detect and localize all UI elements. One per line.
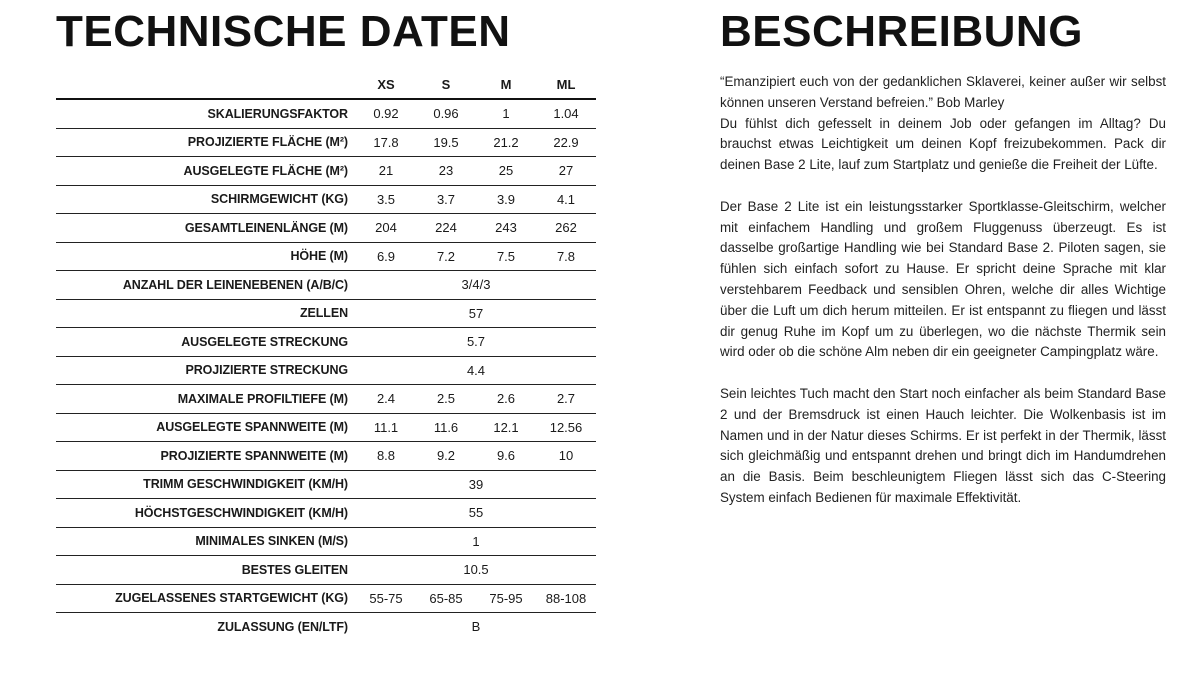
table-row bbox=[56, 442, 596, 471]
row-value: 262 bbox=[536, 214, 596, 243]
row-value: 75-95 bbox=[476, 584, 536, 613]
row-value: 10 bbox=[536, 442, 596, 471]
size-header: XS bbox=[356, 70, 416, 99]
description-text bbox=[720, 72, 1166, 530]
row-shared-value: 39 bbox=[356, 470, 596, 499]
row-shared-value: 10.5 bbox=[356, 556, 596, 585]
table-row bbox=[56, 356, 596, 385]
table-row bbox=[56, 185, 596, 214]
row-value: 6.9 bbox=[356, 242, 416, 271]
description-title: BESCHREIBUNG bbox=[720, 7, 1083, 56]
row-label: MINIMALES SINKEN (M/S) bbox=[56, 527, 356, 556]
row-label: AUSGELEGTE SPANNWEITE (M) bbox=[56, 413, 356, 442]
row-value: 2.6 bbox=[476, 385, 536, 414]
row-shared-value: 57 bbox=[356, 299, 596, 328]
row-value: 21 bbox=[356, 157, 416, 186]
table-row bbox=[56, 470, 596, 499]
row-value: 21.2 bbox=[476, 128, 536, 157]
row-value: 2.7 bbox=[536, 385, 596, 414]
row-shared-value: 55 bbox=[356, 499, 596, 528]
description-paragraph: Der Base 2 Lite ist ein leistungsstarker Sportklasse-Gleitschirm, welcher mit einfachem Handling und großem Fluggenuss überzeugt. Es ist dasselbe großartige Handling wie bei Standard Base 2. Piloten sagen, sie fühlen sich einfach sofort zu Hause. Er spricht deine Sprache mit klar verstehbarem Feedback und sensiblen Ohren, welche dir alles Wichtige über die Luft um dich herum mitteilen. Er ist entspannt zu fliegen und lässt dir genug Ruhe im Kopf um zu überlegen, wo die nächste Thermik sein wird oder ob die schöne Alm neben dir ein geeigneter Campingplatz wäre. bbox=[720, 198, 1166, 360]
table-row bbox=[56, 385, 596, 414]
row-value: 55-75 bbox=[356, 584, 416, 613]
row-value: 17.8 bbox=[356, 128, 416, 157]
row-value: 243 bbox=[476, 214, 536, 243]
row-label: ZULASSUNG (EN/LTF) bbox=[217, 619, 348, 634]
size-header: S bbox=[416, 70, 476, 99]
row-label: ANZAHL DER LEINENEBENEN (A/B/C) bbox=[56, 271, 356, 300]
row-value: 12.1 bbox=[476, 413, 536, 442]
row-value: 0.96 bbox=[416, 99, 476, 128]
table-row bbox=[56, 271, 596, 300]
row-value: 11.1 bbox=[356, 413, 416, 442]
row-value: 3.7 bbox=[416, 185, 476, 214]
row-value: 25 bbox=[476, 157, 536, 186]
row-value: 2.4 bbox=[356, 385, 416, 414]
row-value: 3.5 bbox=[356, 185, 416, 214]
table-row bbox=[56, 214, 596, 243]
row-value: 23 bbox=[416, 157, 476, 186]
row-label: HÖCHSTGESCHWINDIGKEIT (KM/H) bbox=[56, 499, 356, 528]
row-value: 11.6 bbox=[416, 413, 476, 442]
row-value: 4.1 bbox=[536, 185, 596, 214]
row-label: SCHIRMGEWICHT (KG) bbox=[56, 185, 356, 214]
row-label: AUSGELEGTE STRECKUNG bbox=[56, 328, 356, 357]
tech-data-table bbox=[56, 70, 596, 641]
row-value: 7.8 bbox=[536, 242, 596, 271]
table-row bbox=[56, 413, 596, 442]
table-row bbox=[56, 242, 596, 271]
table-row bbox=[56, 584, 596, 613]
tech-data-title: TECHNISCHE DATEN bbox=[56, 7, 511, 56]
row-shared-value: 4.4 bbox=[356, 356, 596, 385]
row-value: 88-108 bbox=[536, 584, 596, 613]
table-row bbox=[56, 128, 596, 157]
row-shared-value: 1 bbox=[356, 527, 596, 556]
row-shared-value: B bbox=[471, 619, 481, 635]
row-label: PROJIZIERTE STRECKUNG bbox=[56, 356, 356, 385]
row-value: 9.2 bbox=[416, 442, 476, 471]
row-value: 7.2 bbox=[416, 242, 476, 271]
row-label: TRIMM GESCHWINDIGKEIT (KM/H) bbox=[56, 470, 356, 499]
row-value: 7.5 bbox=[476, 242, 536, 271]
size-header: M bbox=[476, 70, 536, 99]
row-shared-value: 3/4/3 bbox=[356, 271, 596, 300]
header-spacer bbox=[56, 70, 356, 99]
table-row bbox=[56, 556, 596, 585]
table-row bbox=[56, 99, 596, 128]
description-paragraph: Sein leichtes Tuch macht den Start noch einfacher als beim Standard Base 2 und der Bremsdruck ist einen Hauch leichter. Die Wolkenbasis ist im Namen und in der Natur dieses Schirms. Er ist perfekt in der Thermik, lässt sich gleichmäßig und entspannt drehen und bringt dich im Handumdrehen an die Basis. Beim beschleunigtem Fliegen lässt sich das C-Steering System einfach Bedienen für maximale Effektivität. bbox=[720, 385, 1166, 505]
row-value: 9.6 bbox=[476, 442, 536, 471]
row-value: 1.04 bbox=[536, 99, 596, 128]
row-value: 65-85 bbox=[416, 584, 476, 613]
row-shared-value: 5.7 bbox=[356, 328, 596, 357]
row-value: 0.92 bbox=[356, 99, 416, 128]
table-header-row bbox=[56, 70, 596, 99]
table-row bbox=[56, 613, 596, 641]
table-row bbox=[56, 499, 596, 528]
size-header: ML bbox=[536, 70, 596, 99]
row-label: AUSGELEGTE FLÄCHE (M²) bbox=[56, 157, 356, 186]
row-value: 8.8 bbox=[356, 442, 416, 471]
row-value: 204 bbox=[356, 214, 416, 243]
row-value: 2.5 bbox=[416, 385, 476, 414]
table-row bbox=[56, 299, 596, 328]
row-label: MAXIMALE PROFILTIEFE (M) bbox=[56, 385, 356, 414]
row-value: 27 bbox=[536, 157, 596, 186]
description-paragraph: “Emanzipiert euch von der gedanklichen Sklaverei, keiner außer wir selbst können unseren Verstand befreien.” Bob Marley Du fühlst dich gefesselt in deinem Job oder gefangen im Alltag? Du brauchst etwas Leichtigkeit um deinen Kopf freizubekommen. Pack dir deinen Base 2 Lite, lauf zum Startplatz und genieße die Freiheit der Lüfte. bbox=[720, 74, 1166, 173]
row-label: ZELLEN bbox=[56, 299, 356, 328]
row-label: BESTES GLEITEN bbox=[56, 556, 356, 585]
row-value: 12.56 bbox=[536, 413, 596, 442]
row-label: ZUGELASSENES STARTGEWICHT (KG) bbox=[56, 584, 356, 613]
row-value: 22.9 bbox=[536, 128, 596, 157]
row-value: 3.9 bbox=[476, 185, 536, 214]
row-label: SKALIERUNGSFAKTOR bbox=[56, 99, 356, 128]
table-row bbox=[56, 157, 596, 186]
row-label: HÖHE (M) bbox=[56, 242, 356, 271]
row-label: PROJIZIERTE SPANNWEITE (M) bbox=[56, 442, 356, 471]
table-row bbox=[56, 527, 596, 556]
row-value: 1 bbox=[476, 99, 536, 128]
row-label: PROJIZIERTE FLÄCHE (M²) bbox=[56, 128, 356, 157]
table-row bbox=[56, 328, 596, 357]
row-value: 19.5 bbox=[416, 128, 476, 157]
row-label: GESAMTLEINENLÄNGE (M) bbox=[56, 214, 356, 243]
row-value: 224 bbox=[416, 214, 476, 243]
